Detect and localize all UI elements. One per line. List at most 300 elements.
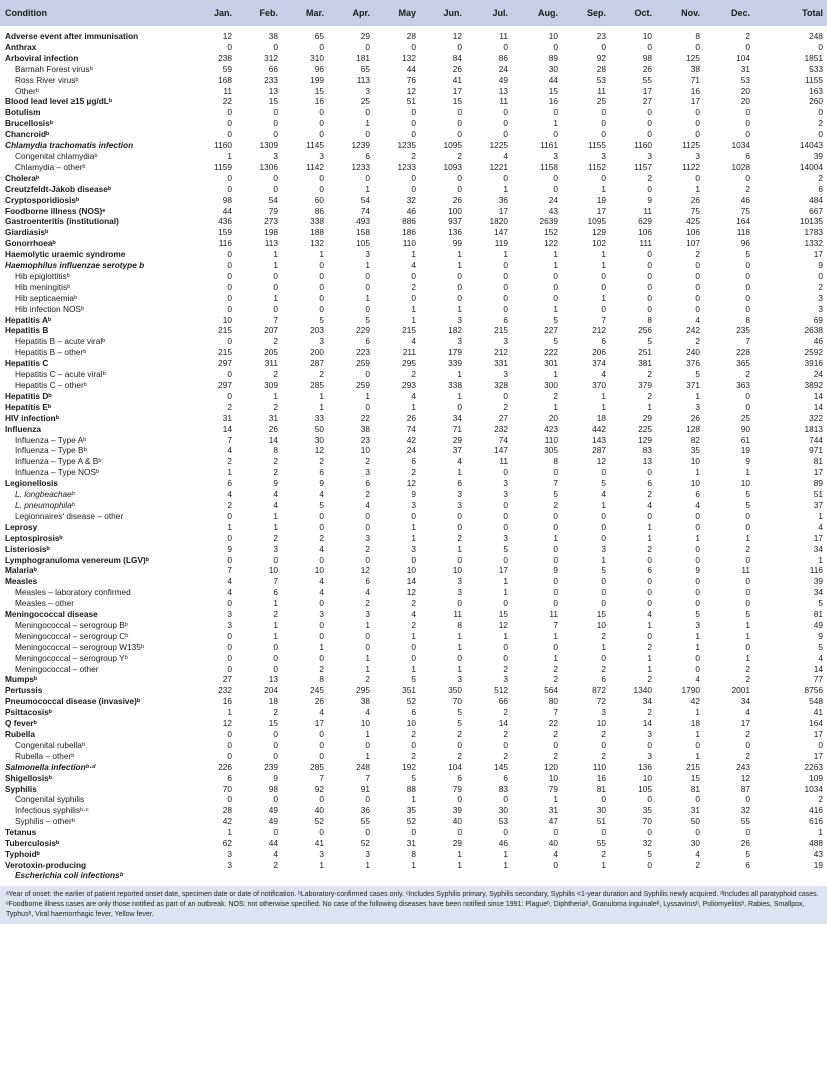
value-cell: 51 [596,816,606,827]
value-cell: 0 [227,260,232,271]
value-cell: 199 [310,74,324,85]
table-row [0,511,827,522]
value-cell: 1 [745,532,750,543]
condition-cell: Pertussis [5,685,43,696]
value-cell: 8 [695,31,700,41]
column-header: Jul. [466,0,512,26]
total-cell: 39 [813,150,823,161]
value-cell: 132 [402,52,416,63]
value-cell: 86 [314,205,324,216]
condition-cell: Chlamydia – otherᵇ [15,161,86,172]
value-cell: 0 [227,336,232,347]
value-cell: 0 [745,390,750,401]
value-cell: 212 [494,347,508,358]
value-cell: 2 [457,532,462,543]
value-cell: 215 [494,325,508,336]
value-cell: 18 [268,696,278,707]
value-cell: 11 [597,85,606,96]
value-cell: 0 [553,739,558,750]
value-cell: 215 [402,325,416,336]
value-cell: 17 [596,205,606,216]
condition-cell: Measles [5,576,38,587]
table-row [0,587,827,598]
total-cell: 43 [813,848,823,859]
value-cell: 0 [553,107,558,118]
value-cell: 1 [273,510,278,521]
value-cell: 5 [745,489,750,500]
total-cell: 17 [813,750,823,761]
value-cell: 143 [592,434,606,445]
value-cell: 0 [601,598,606,609]
value-cell: 46 [740,194,750,205]
total-cell: 1155 [805,74,823,85]
total-cell: 9 [818,260,823,271]
value-cell: 74 [406,423,416,434]
value-cell: 0 [457,292,462,303]
value-cell: 31 [222,412,232,423]
condition-cell: Congenital rubellaᵇ [15,739,86,750]
value-cell: 564 [544,685,558,696]
table-row [0,838,827,849]
table-row [0,555,827,566]
value-cell: 1 [647,401,652,412]
total-cell: 69 [813,314,823,325]
value-cell: 3 [503,478,508,489]
value-cell: 1239 [351,140,370,151]
value-cell: 5 [553,489,558,500]
value-cell: 0 [601,281,606,292]
value-cell: 2 [411,467,416,478]
condition-cell: Hepatitis B [5,325,49,336]
value-cell: 0 [503,652,508,663]
value-cell: 2 [695,249,700,260]
value-cell: 0 [227,598,232,609]
value-cell: 11 [741,565,750,576]
total-cell: 616 [809,816,823,827]
value-cell: 0 [695,107,700,118]
table-row [0,86,827,97]
condition-cell: Adverse event after immunisation [5,31,139,41]
value-cell: 1161 [540,140,558,151]
value-cell: 338 [448,380,462,390]
value-cell: 4 [411,336,416,347]
value-cell: 0 [503,172,508,183]
value-cell: 14 [268,434,278,445]
value-cell: 90 [740,423,750,434]
value-cell: 0 [273,750,278,761]
value-cell: 20 [740,96,750,107]
value-cell: 0 [227,532,232,543]
value-cell: 0 [647,292,652,303]
value-cell: 3 [365,249,370,260]
value-cell: 81 [690,783,700,794]
value-cell: 7 [319,772,324,783]
value-cell: 31 [548,805,558,816]
value-cell: 168 [218,74,232,85]
value-cell: 89 [548,52,558,63]
value-cell: 1 [695,390,700,401]
value-cell: 3 [457,674,462,685]
value-cell: 1 [457,467,462,478]
value-cell: 1 [227,150,232,161]
value-cell: 6 [365,150,370,161]
value-cell: 9 [695,565,700,576]
value-cell: 22 [548,718,558,729]
condition-cell: Infectious syphilisᵇ·ᶜ [15,805,89,816]
value-cell: 92 [596,52,606,63]
value-cell: 106 [638,227,652,238]
value-cell: 0 [227,641,232,652]
value-cell: 104 [448,761,462,772]
value-cell: 42 [406,434,416,445]
value-cell: 2 [553,729,558,739]
value-cell: 3 [457,576,462,587]
value-cell: 0 [695,543,700,554]
value-cell: 17 [498,205,508,216]
total-cell: 248 [809,31,823,41]
value-cell: 0 [745,521,750,532]
condition-cell: Botulism [5,107,41,118]
condition-cell: Pneumococcal disease (invasive)ᵇ [5,696,141,707]
total-cell: 3916 [804,358,823,369]
value-cell: 28 [222,805,232,816]
value-cell: 145 [494,761,508,772]
value-cell: 0 [553,129,558,140]
value-cell: 6 [411,707,416,718]
value-cell: 42 [690,696,700,707]
condition-cell: Giardiasisᵇ [5,227,49,238]
value-cell: 0 [319,107,324,118]
value-cell: 4 [503,150,508,161]
value-cell: 26 [406,412,416,423]
value-cell: 129 [638,434,652,445]
value-cell: 25 [360,96,370,107]
value-cell: 2 [695,859,700,870]
value-cell: 4 [227,445,232,456]
condition-cell: Gonorrhoeaᵇ [5,238,56,249]
value-cell: 2 [411,619,416,630]
value-cell: 34 [452,412,462,423]
column-header: Feb. [236,0,282,26]
value-cell: 239 [264,761,278,772]
value-cell: 0 [503,510,508,521]
value-cell: 1 [273,249,278,260]
value-cell: 0 [365,129,370,140]
value-cell: 3 [457,314,462,325]
value-cell: 311 [264,358,278,369]
value-cell: 0 [647,129,652,140]
value-cell: 2 [319,456,324,467]
value-cell: 312 [264,52,278,63]
value-cell: 11 [549,609,558,620]
value-cell: 0 [503,270,508,281]
value-cell: 54 [360,194,370,205]
value-cell: 40 [314,805,324,816]
value-cell: 186 [402,227,416,238]
value-cell: 9 [227,543,232,554]
value-cell: 295 [402,358,416,369]
value-cell: 0 [319,292,324,303]
value-cell: 0 [503,598,508,609]
value-cell: 53 [740,74,750,85]
value-cell: 2 [601,750,606,761]
table-row [0,565,827,576]
value-cell: 0 [553,172,558,183]
value-cell: 83 [498,783,508,794]
condition-cell: Congenital syphilis [15,794,85,805]
value-cell: 0 [365,521,370,532]
value-cell: 36 [360,805,370,816]
value-cell: 4 [745,707,750,718]
value-cell: 4 [411,609,416,620]
column-header: Jan. [190,0,236,26]
value-cell: 27 [642,96,652,107]
value-cell: 1 [273,260,278,271]
value-cell: 1 [365,390,370,401]
value-cell: 5 [601,478,606,489]
table-row [0,238,827,249]
value-cell: 1 [647,532,652,543]
value-cell: 207 [264,325,278,336]
total-cell: 667 [809,205,823,216]
value-cell: 5 [411,674,416,685]
value-cell: 5 [503,543,508,554]
value-cell: 192 [402,761,416,772]
total-cell: 109 [809,772,823,783]
value-cell: 2 [273,532,278,543]
value-cell: 46 [498,838,508,849]
value-cell: 52 [360,838,370,849]
value-cell: 2 [273,456,278,467]
value-cell: 0 [695,172,700,183]
value-cell: 110 [592,761,606,772]
table-row [0,424,827,435]
column-header: Sep. [562,0,610,26]
table-row [0,609,827,620]
value-cell: 0 [647,554,652,565]
value-cell: 9 [319,478,324,489]
total-cell: 2592 [804,347,823,358]
condition-cell: Meningococcal – serogroup Yᵇ [15,652,128,663]
value-cell: 37 [452,445,462,456]
value-cell: 0 [273,107,278,118]
value-cell: 1 [227,521,232,532]
value-cell: 227 [544,325,558,336]
value-cell: 0 [319,739,324,750]
value-cell: 3 [319,848,324,859]
condition-cell: Measles – laboratory confirmed [15,587,131,598]
value-cell: 22 [222,96,232,107]
total-cell: 116 [809,565,823,576]
condition-cell: Legionellosis [5,478,59,489]
value-cell: 512 [494,685,508,696]
value-cell: 12 [498,619,508,630]
value-cell: 9 [745,456,750,467]
value-cell: 297 [218,380,232,390]
value-cell: 3 [365,467,370,478]
value-cell: 0 [695,510,700,521]
table-row [0,794,827,805]
value-cell: 0 [319,118,324,129]
total-cell: 51 [813,489,823,500]
value-cell: 105 [356,238,370,249]
value-cell: 0 [319,619,324,630]
table-row [0,849,827,860]
value-cell: 1 [457,641,462,652]
value-cell: 18 [690,718,700,729]
value-cell: 4 [273,489,278,500]
value-cell: 3 [503,532,508,543]
value-cell: 44 [406,63,416,74]
total-cell: 37 [813,499,823,510]
value-cell: 365 [736,358,750,369]
value-cell: 33 [314,412,324,423]
value-cell: 10 [268,565,278,576]
value-cell: 198 [264,227,278,238]
value-cell: 1 [553,630,558,641]
value-cell: 0 [647,859,652,870]
value-cell: 0 [273,663,278,674]
value-cell: 0 [457,652,462,663]
value-cell: 0 [647,587,652,598]
value-cell: 1 [457,848,462,859]
value-cell: 0 [695,598,700,609]
value-cell: 0 [647,303,652,314]
total-cell: 17 [813,249,823,260]
value-cell: 8 [647,314,652,325]
value-cell: 0 [601,652,606,663]
value-cell: 0 [457,827,462,838]
value-cell: 1 [457,663,462,674]
value-cell: 1790 [681,685,700,696]
value-cell: 31 [740,63,750,74]
value-cell: 47 [548,816,558,827]
value-cell: 102 [592,238,606,249]
value-cell: 1034 [731,140,750,151]
value-cell: 43 [548,205,558,216]
total-cell: 3 [818,303,823,314]
table-row [0,729,827,740]
value-cell: 0 [365,107,370,118]
value-cell: 0 [365,510,370,521]
value-cell: 118 [736,227,750,238]
value-cell: 1 [227,827,232,838]
table-row [0,107,827,118]
value-cell: 2 [601,848,606,859]
value-cell: 0 [227,510,232,521]
value-cell: 2 [457,150,462,161]
value-cell: 1125 [682,140,700,151]
value-cell: 0 [695,118,700,129]
value-cell: 26 [740,838,750,849]
value-cell: 3 [411,543,416,554]
value-cell: 1 [365,183,370,194]
value-cell: 6 [695,489,700,500]
value-cell: 19 [740,445,750,456]
value-cell: 2 [647,641,652,652]
value-cell: 110 [544,434,558,445]
value-cell: 11 [453,609,462,620]
value-cell: 24 [548,194,558,205]
value-cell: 0 [553,859,558,870]
value-cell: 1309 [259,140,278,151]
value-cell: 2 [745,543,750,554]
value-cell: 0 [695,576,700,587]
table-row [0,620,827,631]
value-cell: 0 [319,172,324,183]
value-cell: 25 [596,96,606,107]
value-cell: 9 [273,772,278,783]
value-cell: 0 [601,107,606,118]
value-cell: 1 [601,554,606,565]
value-cell: 1 [503,859,508,870]
value-cell: 20 [548,412,558,423]
value-cell: 0 [745,794,750,805]
value-cell: 3 [365,848,370,859]
value-cell: 1 [745,630,750,641]
value-cell: 248 [356,761,370,772]
condition-cell: Measles – other [15,598,75,609]
value-cell: 4 [273,499,278,510]
condition-cell: Salmonella infectionᵇ·ᵈ [5,761,96,772]
value-cell: 7 [601,314,606,325]
value-cell: 40 [452,816,462,827]
value-cell: 16 [690,85,700,96]
value-cell: 0 [601,41,606,52]
value-cell: 71 [452,423,462,434]
value-cell: 205 [264,347,278,358]
value-cell: 12 [360,565,370,576]
value-cell: 10 [596,619,606,630]
value-cell: 4 [227,489,232,500]
value-cell: 9 [273,478,278,489]
value-cell: 39 [452,805,462,816]
value-cell: 10 [314,565,324,576]
value-cell: 5 [411,772,416,783]
value-cell: 297 [218,358,232,369]
value-cell: 3 [503,489,508,500]
value-cell: 0 [319,827,324,838]
value-cell: 371 [686,380,700,390]
value-cell: 1225 [489,140,508,151]
value-cell: 2 [601,630,606,641]
condition-cell: Syphilis [5,783,37,794]
value-cell: 0 [227,107,232,118]
value-cell: 233 [264,74,278,85]
value-cell: 886 [402,216,416,227]
condition-cell: Meningococcal – serogroup Cᵇ [15,630,129,641]
value-cell: 79 [452,783,462,794]
value-cell: 0 [365,739,370,750]
value-cell: 53 [596,74,606,85]
condition-cell: Meningococcal – serogroup Bᵇ [15,619,128,630]
value-cell: 285 [310,761,324,772]
table-row [0,173,827,184]
condition-cell: Barmah Forest virusᵇ [15,63,93,74]
value-cell: 2 [227,499,232,510]
value-cell: 0 [503,41,508,52]
value-cell: 1 [601,499,606,510]
total-cell: 17 [813,729,823,739]
value-cell: 1 [457,390,462,401]
value-cell: 0 [601,794,606,805]
condition-cell: Otherᵇ [15,85,39,96]
total-cell: 19 [813,859,823,870]
value-cell: 14 [642,718,652,729]
value-cell: 3 [601,150,606,161]
value-cell: 22 [360,412,370,423]
value-cell: 0 [273,41,278,52]
